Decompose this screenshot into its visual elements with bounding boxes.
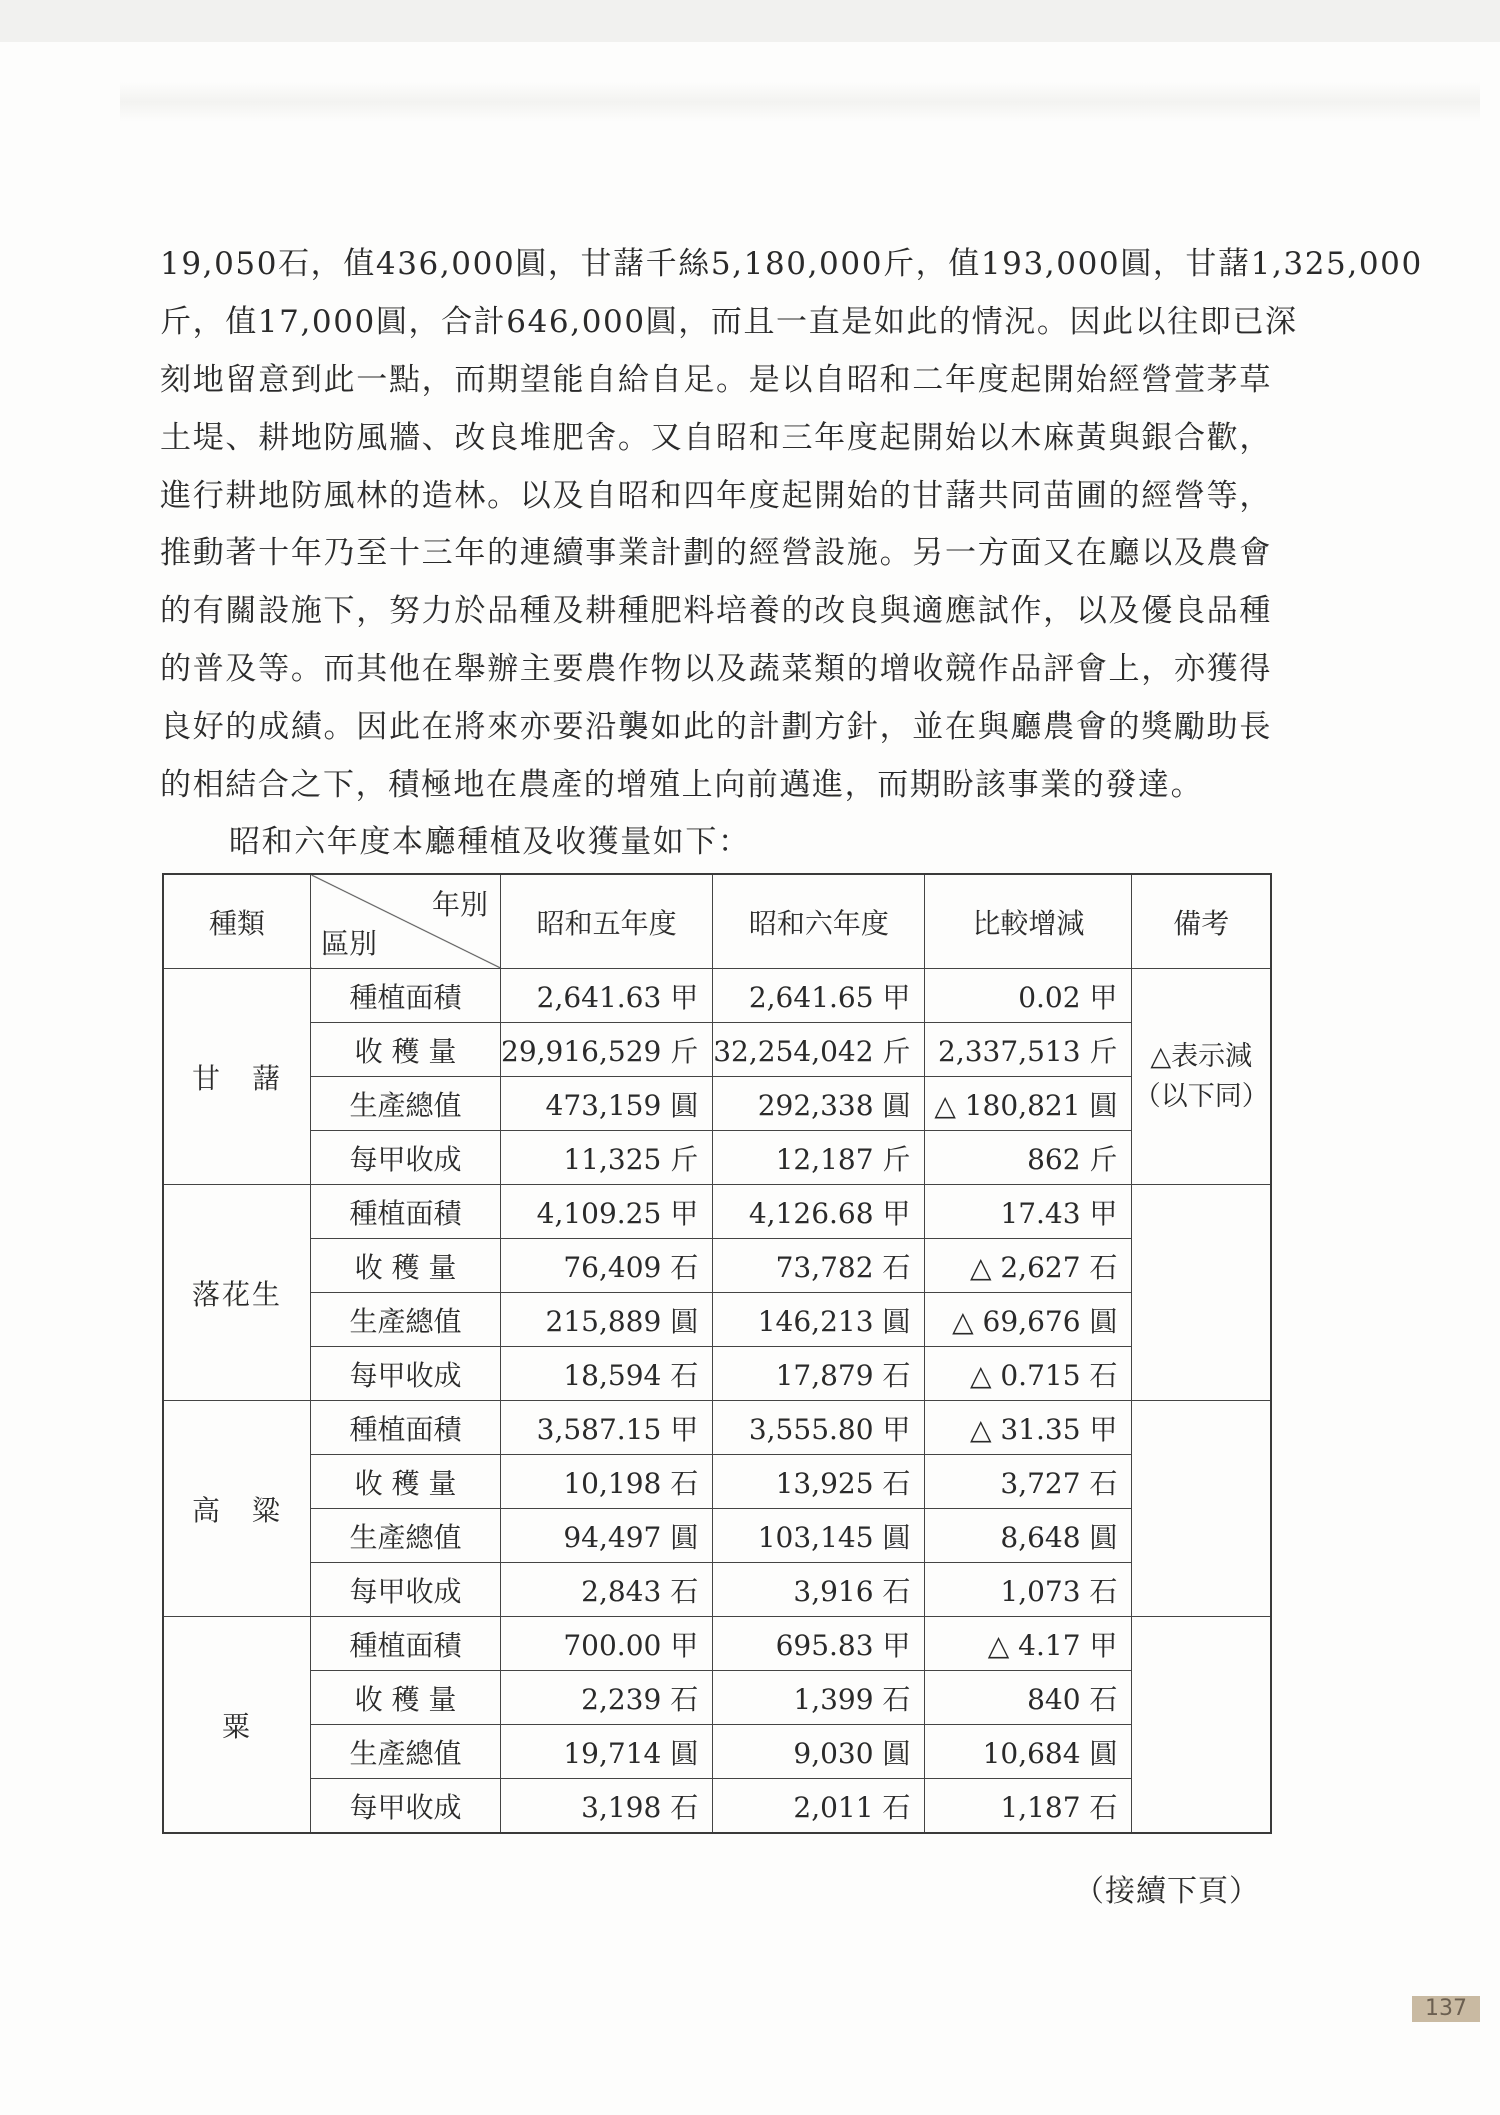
header-note: 備考 (1132, 874, 1271, 969)
item-cell: 收 穫 量 (311, 1455, 501, 1509)
item-cell: 種植面積 (311, 969, 501, 1023)
showa6-value: 3,916 石 (713, 1563, 925, 1617)
note-text: △表示減 (1150, 1040, 1253, 1072)
table-row (163, 1725, 1271, 1779)
showa6-value: 2,011 石 (713, 1779, 925, 1834)
header-diagonal (311, 874, 501, 969)
showa6-value: 9,030 圓 (713, 1725, 925, 1779)
table-row (163, 1131, 1271, 1185)
item-cell: 每甲收成 (311, 1347, 501, 1401)
showa6-value: 2,641.65 甲 (713, 969, 925, 1023)
table-header-row (163, 874, 1271, 969)
showa6-value: 17,879 石 (713, 1347, 925, 1401)
item-cell: 生產總值 (311, 1077, 501, 1131)
diff-value: △ 0.715 石 (925, 1347, 1132, 1401)
diff-value: 2,337,513 斤 (925, 1023, 1132, 1077)
showa5-value: 3,198 石 (501, 1779, 713, 1834)
item-cell: 生產總值 (311, 1725, 501, 1779)
header-showa5: 昭和五年度 (501, 874, 713, 969)
table-row (163, 1455, 1271, 1509)
diff-value: △ 31.35 甲 (925, 1401, 1132, 1455)
showa6-value: 695.83 甲 (713, 1617, 925, 1671)
showa5-value: 2,239 石 (501, 1671, 713, 1725)
diff-value: 1,187 石 (925, 1779, 1132, 1834)
showa5-value: 11,325 斤 (501, 1131, 713, 1185)
item-cell: 種植面積 (311, 1185, 501, 1239)
table-row (163, 1617, 1271, 1671)
header-kind: 種類 (163, 874, 311, 969)
table-row (163, 1185, 1271, 1239)
item-cell: 收 穫 量 (311, 1671, 501, 1725)
item-cell: 種植面積 (311, 1617, 501, 1671)
showa5-value: 2,843 石 (501, 1563, 713, 1617)
diff-value: △ 180,821 圓 (925, 1077, 1132, 1131)
diff-value: △ 4.17 甲 (925, 1617, 1132, 1671)
note-cell (1132, 1401, 1271, 1617)
showa5-value: 4,109.25 甲 (501, 1185, 713, 1239)
showa5-value: 76,409 石 (501, 1239, 713, 1293)
body-paragraph (160, 236, 1423, 815)
showa6-value: 12,187 斤 (713, 1131, 925, 1185)
table-row (163, 1023, 1271, 1077)
diff-value: 17.43 甲 (925, 1185, 1132, 1239)
showa5-value: 10,198 石 (501, 1455, 713, 1509)
item-cell: 收 穫 量 (311, 1023, 501, 1077)
showa6-value: 103,145 圓 (713, 1509, 925, 1563)
diff-value: 1,073 石 (925, 1563, 1132, 1617)
scan-top-band (0, 0, 1500, 42)
showa5-value: 29,916,529 斤 (501, 1023, 713, 1077)
diff-value: 3,727 石 (925, 1455, 1132, 1509)
item-cell: 種植面積 (311, 1401, 501, 1455)
header-diff: 比較增減 (925, 874, 1132, 969)
table-row (163, 1347, 1271, 1401)
showa5-value: 18,594 石 (501, 1347, 713, 1401)
showa5-value: 473,159 圓 (501, 1077, 713, 1131)
showa6-value: 292,338 圓 (713, 1077, 925, 1131)
paragraph-line: 19,050石，值436,000圓，甘藷千絲5,180,000斤，值193,000圓，甘藷1,325,000 (160, 246, 1423, 282)
paragraph-line: 進行耕地防風林的造林。以及自昭和四年度起開始的甘藷共同苗圃的經營等， (160, 477, 1272, 514)
showa6-value: 32,254,042 斤 (713, 1023, 925, 1077)
crop-kind-cell: 落花生 (163, 1185, 311, 1401)
table-row (163, 1671, 1271, 1725)
table-row (163, 1563, 1271, 1617)
paragraph-line: 推動著十年乃至十三年的連續事業計劃的經營設施。另一方面又在廳以及農會 (160, 535, 1272, 572)
crop-kind-cell: 粟 (163, 1617, 311, 1834)
diff-value: 862 斤 (925, 1131, 1132, 1185)
diff-value: 0.02 甲 (925, 969, 1132, 1023)
scan-bleed-through (120, 82, 1480, 122)
diff-value: △ 69,676 圓 (925, 1293, 1132, 1347)
header-showa6: 昭和六年度 (713, 874, 925, 969)
paragraph-line: 良好的成績。因此在將來亦要沿襲如此的計劃方針，並在與廳農會的獎勵助長 (160, 709, 1272, 746)
note-cell (1132, 1617, 1271, 1834)
paragraph-line: 的有關設施下，努力於品種及耕種肥料培養的改良與適應試作，以及優良品種 (160, 593, 1272, 630)
diff-value: △ 2,627 石 (925, 1239, 1132, 1293)
showa6-value: 73,782 石 (713, 1239, 925, 1293)
diff-value: 10,684 圓 (925, 1725, 1132, 1779)
showa5-value: 3,587.15 甲 (501, 1401, 713, 1455)
table-row (163, 1509, 1271, 1563)
showa5-value: 94,497 圓 (501, 1509, 713, 1563)
note-cell (1132, 1185, 1271, 1401)
table-row (163, 1077, 1271, 1131)
showa6-value: 13,925 石 (713, 1455, 925, 1509)
showa5-value: 215,889 圓 (501, 1293, 713, 1347)
showa5-value: 19,714 圓 (501, 1725, 713, 1779)
item-cell: 每甲收成 (311, 1779, 501, 1834)
item-cell: 生產總值 (311, 1293, 501, 1347)
continued-next-page: （接續下頁） (1074, 1874, 1260, 1909)
note-text: （以下同） (1133, 1080, 1269, 1112)
table-row (163, 1401, 1271, 1455)
diff-value: 840 石 (925, 1671, 1132, 1725)
header-year-label: 年別 (431, 888, 488, 921)
item-cell: 生產總值 (311, 1509, 501, 1563)
paragraph-line: 土堤、耕地防風牆、改良堆肥舍。又自昭和三年度起開始以木麻黃與銀合歡， (160, 419, 1272, 456)
showa6-value: 4,126.68 甲 (713, 1185, 925, 1239)
note-cell (1132, 969, 1271, 1185)
paragraph-line: 的相結合之下，積極地在農產的增殖上向前邁進，而期盼該事業的發達。 (160, 767, 1204, 804)
showa6-value: 3,555.80 甲 (713, 1401, 925, 1455)
item-cell: 收 穫 量 (311, 1239, 501, 1293)
table-row (163, 1293, 1271, 1347)
table-row (163, 1779, 1271, 1834)
table-intro: 昭和六年度本廳種植及收獲量如下： (229, 824, 751, 860)
showa6-value: 146,213 圓 (713, 1293, 925, 1347)
diff-value: 8,648 圓 (925, 1509, 1132, 1563)
table-row (163, 1239, 1271, 1293)
crop-yield-table (162, 873, 1272, 1834)
page-number: 137 (1412, 1996, 1480, 2022)
showa6-value: 1,399 石 (713, 1671, 925, 1725)
crop-kind-cell: 甘 藷 (163, 969, 311, 1185)
paragraph-line: 刻地留意到此一點，而期望能自給自足。是以自昭和二年度起開始經營萱茅草 (160, 361, 1272, 398)
table-row (163, 969, 1271, 1023)
showa5-value: 2,641.63 甲 (501, 969, 713, 1023)
item-cell: 每甲收成 (311, 1563, 501, 1617)
header-item-label: 區別 (321, 927, 378, 960)
paragraph-line: 的普及等。而其他在舉辦主要農作物以及蔬菜類的增收競作品評會上，亦獲得 (160, 651, 1272, 688)
showa5-value: 700.00 甲 (501, 1617, 713, 1671)
item-cell: 每甲收成 (311, 1131, 501, 1185)
crop-kind-cell: 高 粱 (163, 1401, 311, 1617)
paragraph-line: 斤，值17,000圓，合計646,000圓，而且一直是如此的情況。因此以往即已深 (160, 303, 1298, 340)
